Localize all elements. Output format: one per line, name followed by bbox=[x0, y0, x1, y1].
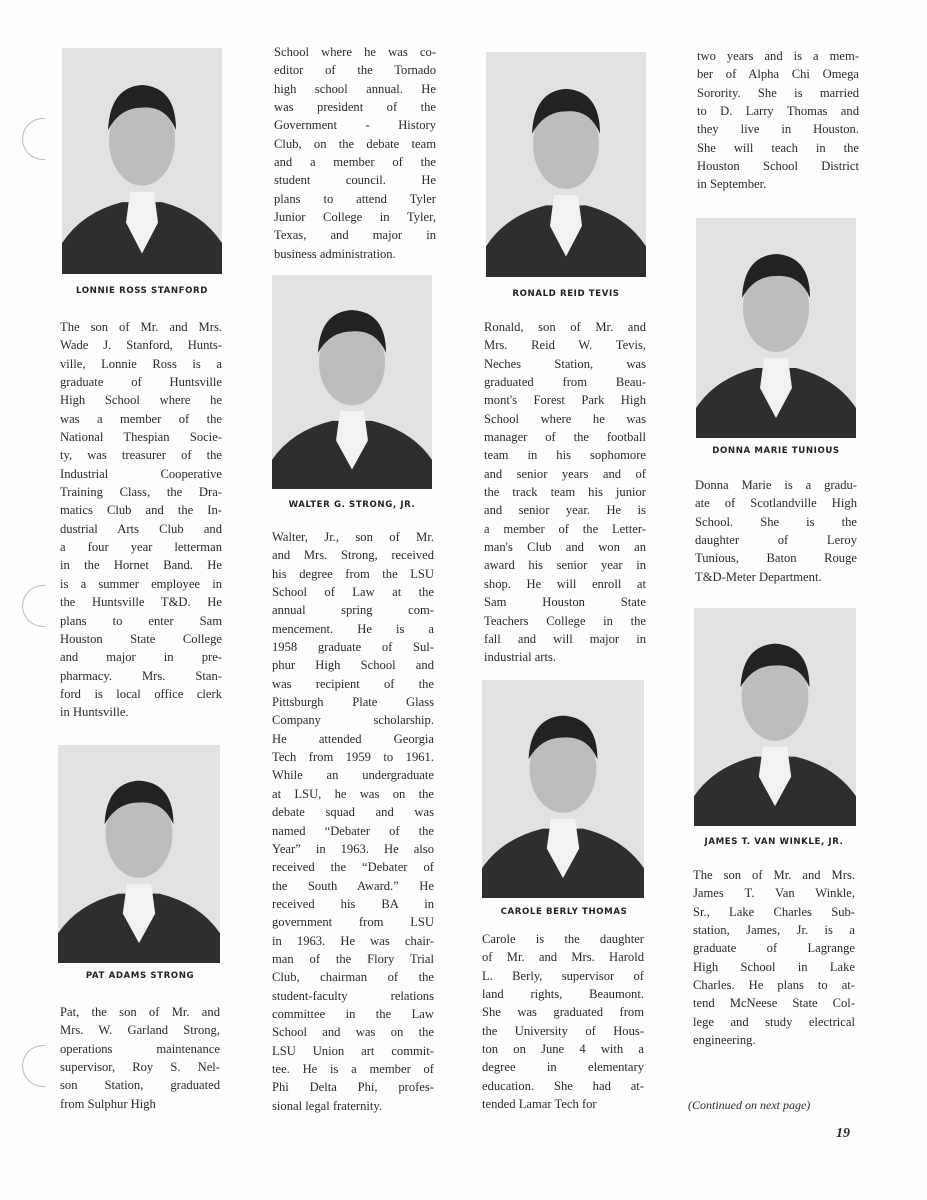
text-line: his degree from the LSU bbox=[272, 566, 434, 581]
text-line: supervisor, Roy S. Nel- bbox=[60, 1060, 220, 1075]
text-line: He attended Georgia bbox=[272, 731, 434, 746]
bio-james-t-van-winkle bbox=[693, 866, 855, 1049]
text-line: National Thespian Socie- bbox=[60, 430, 222, 445]
text-line: ty, was treasurer of the bbox=[60, 448, 222, 463]
bio-carole-berly-thomas bbox=[482, 930, 644, 1113]
text-line: Mrs. W. Garland Strong, bbox=[60, 1023, 220, 1038]
text-line: named “Debater of the bbox=[272, 823, 434, 838]
text-line: She was graduated from bbox=[482, 1005, 644, 1020]
bio-pat-adams-strong-cont bbox=[274, 43, 436, 263]
text-line: manager of the football bbox=[484, 430, 646, 445]
text-line: in September. bbox=[697, 177, 767, 192]
text-line: Pittsburgh Plate Glass bbox=[272, 695, 434, 710]
text-line: they live in Houston. bbox=[697, 122, 859, 137]
text-line: Year” in 1963. He also bbox=[272, 841, 434, 856]
text-line: editor of the Tornado bbox=[274, 63, 436, 78]
caption: DONNA MARIE TUNIOUS bbox=[712, 446, 840, 456]
text-line: the South Award.” He bbox=[272, 878, 434, 893]
text-line: Ronald, son of Mr. and bbox=[484, 320, 646, 334]
text-line: son Station, graduated bbox=[60, 1078, 220, 1093]
text-line: Houston School District bbox=[697, 159, 859, 174]
text-line: ford is local office clerk bbox=[60, 686, 222, 701]
text-line: and major in pre- bbox=[60, 650, 222, 665]
text-line: tended Lamar Tech for bbox=[482, 1097, 597, 1112]
text-line: and Mrs. Strong, received bbox=[272, 548, 434, 563]
text-line: fall and will major in bbox=[484, 631, 646, 646]
text-line: student-faculty relations bbox=[272, 988, 434, 1003]
caption: PAT ADAMS STRONG bbox=[85, 971, 195, 981]
text-line: The son of Mr. and Mrs. bbox=[693, 868, 855, 882]
text-line: Training Class, the Dra- bbox=[60, 485, 222, 500]
text-line: is a summer employee in bbox=[60, 576, 222, 591]
text-line: ton on June 4 with a bbox=[482, 1042, 644, 1057]
portrait-silhouette-icon bbox=[482, 680, 644, 898]
text-line: of Mr. and Mrs. Harold bbox=[482, 950, 644, 965]
portrait-silhouette-icon bbox=[58, 745, 220, 963]
text-line: sional legal fraternity. bbox=[272, 1098, 383, 1113]
text-line: ber of Alpha Chi Omega bbox=[697, 67, 859, 82]
text-line: and senior years and of bbox=[484, 466, 646, 481]
text-line: business administration. bbox=[274, 246, 396, 261]
photo-ronald-reid-tevis bbox=[486, 52, 646, 277]
text-line: ville, Lonnie Ross is a bbox=[60, 356, 222, 371]
text-line: in 1963. He was chair- bbox=[272, 933, 434, 948]
text-line: tend McNeese State Col- bbox=[693, 996, 855, 1011]
bio-pat-adams-strong bbox=[60, 1003, 220, 1113]
portrait-silhouette-icon bbox=[62, 48, 222, 274]
text-line: mont's Forest Park High bbox=[484, 393, 646, 408]
text-line: plans to enter Sam bbox=[60, 613, 222, 628]
bio-lonnie-ross-stanford bbox=[60, 318, 222, 722]
text-line: Donna Marie is a gradu- bbox=[695, 478, 857, 492]
text-line: received his BA in bbox=[272, 896, 434, 911]
text-line: Company scholarship. bbox=[272, 713, 434, 728]
text-line: L. Berly, supervisor of bbox=[482, 968, 644, 983]
text-line: received the “Debater of bbox=[272, 860, 434, 875]
text-line: graduated from Beau- bbox=[484, 375, 646, 390]
text-line: was recipient of the bbox=[272, 676, 434, 691]
photo-walter-g-strong bbox=[272, 275, 432, 489]
text-line: station, James, Jr. is a bbox=[693, 923, 855, 938]
text-line: Club, chairman of the bbox=[272, 970, 434, 985]
text-line: 1958 graduate of Sul- bbox=[272, 640, 434, 655]
text-line: industrial arts. bbox=[484, 650, 557, 665]
text-line: High School where he bbox=[60, 393, 222, 408]
text-line: pharmacy. Mrs. Stan- bbox=[60, 668, 222, 683]
text-line: award his senior year in bbox=[484, 558, 646, 573]
text-line: graduate of Huntsville bbox=[60, 375, 222, 390]
text-line: education. She had at- bbox=[482, 1078, 644, 1093]
text-line: mencement. He is a bbox=[272, 621, 434, 636]
text-line: a member of the Letter- bbox=[484, 521, 646, 536]
continued-note: (Continued on next page) bbox=[688, 1098, 811, 1112]
text-line: Tunious, Baton Rouge bbox=[695, 551, 857, 566]
text-line: Charles. He plans to at- bbox=[693, 978, 855, 993]
text-line: Teachers College in the bbox=[484, 613, 646, 628]
text-line: LSU Union art commit- bbox=[272, 1043, 434, 1058]
caption: WALTER G. STRONG, JR. bbox=[288, 500, 416, 510]
page-number: 19 bbox=[836, 1126, 850, 1141]
text-line: graduate of Lagrange bbox=[693, 941, 855, 956]
photo-carole-berly-thomas bbox=[482, 680, 644, 898]
text-line: School. She is the bbox=[695, 514, 857, 529]
text-line: Industrial Cooperative bbox=[60, 466, 222, 481]
text-line: tee. He is a member of bbox=[272, 1061, 434, 1076]
text-line: the Huntsville T&D. He bbox=[60, 595, 222, 610]
text-line: Mrs. Reid W. Tevis, bbox=[484, 338, 646, 353]
text-line: plans to attend Tyler bbox=[274, 191, 436, 206]
text-line: at LSU, he was on the bbox=[272, 786, 434, 801]
text-line: School where he was bbox=[484, 411, 646, 426]
text-line: phur High School and bbox=[272, 658, 434, 673]
text-line: the University of Hous- bbox=[482, 1023, 644, 1038]
text-line: Government - History bbox=[274, 118, 436, 133]
text-line: Sorority. She is married bbox=[697, 85, 859, 100]
text-line: daughter of Leroy bbox=[695, 533, 857, 548]
photo-lonnie-ross-stanford bbox=[62, 48, 222, 274]
text-line: man of the Flory Trial bbox=[272, 951, 434, 966]
text-line: to D. Larry Thomas and bbox=[697, 104, 859, 119]
text-line: high school annual. He bbox=[274, 81, 436, 96]
text-line: James T. Van Winkle, bbox=[693, 886, 855, 901]
bio-donna-marie-tunious bbox=[695, 476, 857, 586]
photo-james-t-van-winkle bbox=[694, 608, 856, 826]
text-line: Walter, Jr., son of Mr. bbox=[272, 530, 434, 544]
text-line: in Huntsville. bbox=[60, 705, 129, 720]
text-line: matics Club and the In- bbox=[60, 503, 222, 518]
text-line: from Sulphur High bbox=[60, 1096, 156, 1111]
portrait-silhouette-icon bbox=[272, 275, 432, 489]
portrait-silhouette-icon bbox=[486, 52, 646, 277]
text-line: T&D-Meter Department. bbox=[695, 569, 822, 584]
text-line: was president of the bbox=[274, 100, 436, 115]
caption: JAMES T. VAN WINKLE, JR. bbox=[704, 837, 844, 847]
text-line: Sr., Lake Charles Sub- bbox=[693, 904, 855, 919]
portrait-silhouette-icon bbox=[696, 218, 856, 438]
text-line: While an undergraduate bbox=[272, 768, 434, 783]
binder-hole bbox=[22, 1045, 45, 1087]
text-line: in the Hornet Band. He bbox=[60, 558, 222, 573]
text-line: School of Law at the bbox=[272, 585, 434, 600]
text-line: ate of Scotlandville High bbox=[695, 496, 857, 511]
text-line: Carole is the daughter bbox=[482, 932, 644, 946]
text-line: a four year letterman bbox=[60, 540, 222, 555]
text-line: and a member of the bbox=[274, 155, 436, 170]
text-line: government from LSU bbox=[272, 915, 434, 930]
text-line: Junior College in Tyler, bbox=[274, 210, 436, 225]
text-line: Tech from 1959 to 1961. bbox=[272, 750, 434, 765]
text-line: School and was on the bbox=[272, 1025, 434, 1040]
text-line: was a member of the bbox=[60, 411, 222, 426]
text-line: High School in Lake bbox=[693, 959, 855, 974]
bio-walter-g-strong bbox=[272, 528, 434, 1115]
text-line: operations maintenance bbox=[60, 1041, 220, 1056]
text-line: She will teach in the bbox=[697, 140, 859, 155]
text-line: debate squad and was bbox=[272, 805, 434, 820]
text-line: shop. He will enroll at bbox=[484, 576, 646, 591]
text-line: Wade J. Stanford, Hunts- bbox=[60, 338, 222, 353]
text-line: Phi Delta Phi, profes- bbox=[272, 1080, 434, 1095]
caption: CAROLE BERLY THOMAS bbox=[500, 907, 628, 917]
text-line: the track team his junior bbox=[484, 485, 646, 500]
text-line: Texas, and major in bbox=[274, 228, 436, 243]
text-line: dustrial Arts Club and bbox=[60, 521, 222, 536]
text-line: lege and study electrical bbox=[693, 1014, 855, 1029]
caption: LONNIE ROSS STANFORD bbox=[76, 286, 208, 296]
text-line: annual spring com- bbox=[272, 603, 434, 618]
text-line: man's Club and won an bbox=[484, 540, 646, 555]
caption: RONALD REID TEVIS bbox=[512, 289, 620, 299]
text-line: two years and is a mem- bbox=[697, 49, 859, 63]
text-line: Neches Station, was bbox=[484, 356, 646, 371]
photo-donna-marie-tunious bbox=[696, 218, 856, 438]
text-line: Club, on the debate team bbox=[274, 136, 436, 151]
binder-hole bbox=[22, 118, 45, 160]
text-line: Houston State College bbox=[60, 631, 222, 646]
bio-carole-berly-thomas-cont bbox=[697, 47, 859, 194]
text-line: Sam Houston State bbox=[484, 595, 646, 610]
text-line: team in his sophomore bbox=[484, 448, 646, 463]
text-line: School where he was co- bbox=[274, 45, 436, 59]
text-line: degree in elementary bbox=[482, 1060, 644, 1075]
bio-ronald-reid-tevis bbox=[484, 318, 646, 667]
binder-hole bbox=[22, 585, 45, 627]
text-line: student council. He bbox=[274, 173, 436, 188]
portrait-silhouette-icon bbox=[694, 608, 856, 826]
text-line: and senior year. He is bbox=[484, 503, 646, 518]
text-line: land rights, Beaumont. bbox=[482, 987, 644, 1002]
photo-pat-adams-strong bbox=[58, 745, 220, 963]
text-line: Pat, the son of Mr. and bbox=[60, 1005, 220, 1019]
text-line: The son of Mr. and Mrs. bbox=[60, 320, 222, 334]
text-line: engineering. bbox=[693, 1033, 756, 1048]
text-line: committee in the Law bbox=[272, 1006, 434, 1021]
